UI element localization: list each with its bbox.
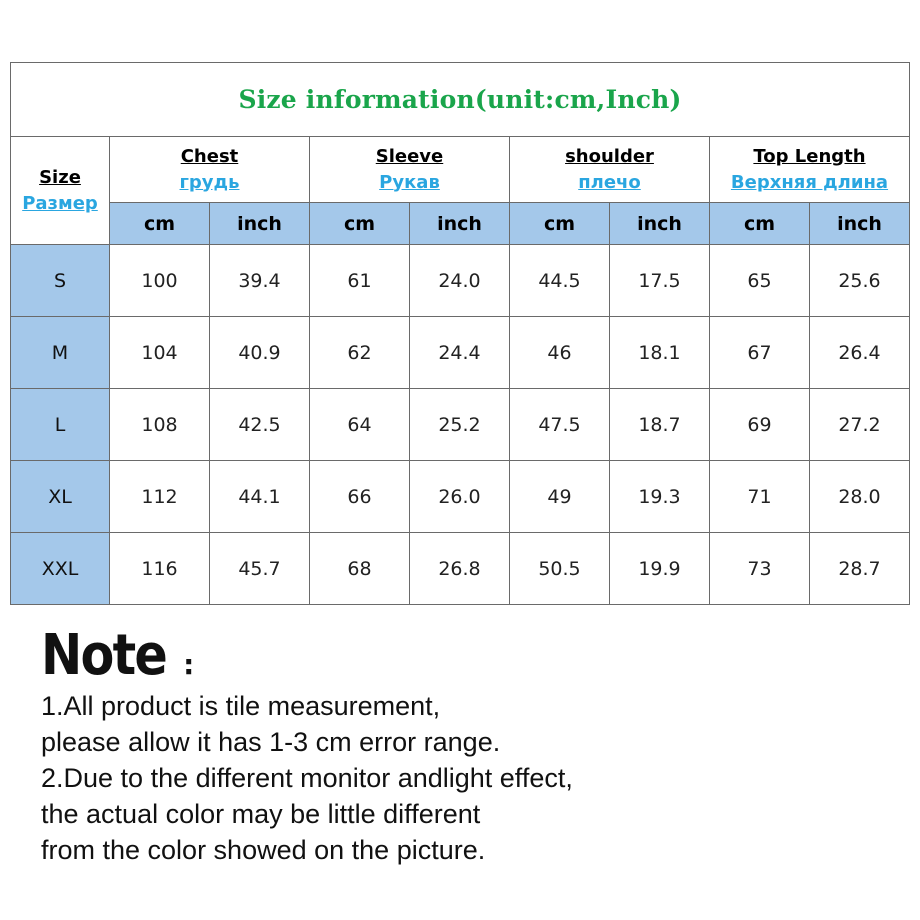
shoulder-inch-cell: 18.1 [610, 317, 710, 389]
sleeve-inch-header: inch [410, 203, 510, 245]
sleeve-cm-cell: 66 [310, 461, 410, 533]
size-label: S [11, 245, 110, 317]
top-length-inch-cell: 28.0 [810, 461, 910, 533]
shoulder-cm-header: cm [510, 203, 610, 245]
chest-header [110, 137, 310, 203]
sleeve-cm-cell: 68 [310, 533, 410, 605]
sleeve-inch-cell: 24.0 [410, 245, 510, 317]
chest-cm-cell: 104 [110, 317, 210, 389]
sleeve-cm-cell: 64 [310, 389, 410, 461]
note-line: please allow it has 1-3 cm error range. [41, 727, 501, 757]
chest-cm-cell: 108 [110, 389, 210, 461]
shoulder-inch-cell: 19.3 [610, 461, 710, 533]
note-line: 1.All product is tile measurement, [41, 691, 441, 721]
note-lines [41, 688, 573, 868]
top-length-cm-header: cm [710, 203, 810, 245]
shoulder-cm-cell: 50.5 [510, 533, 610, 605]
shoulder-inch-cell: 18.7 [610, 389, 710, 461]
note-heading [41, 623, 573, 688]
top-length-inch-header: inch [810, 203, 910, 245]
table-title: Size information(unit:cm,Inch) [11, 63, 910, 137]
shoulder-cm-cell: 46 [510, 317, 610, 389]
chest-cm-header: cm [110, 203, 210, 245]
table-row [11, 389, 910, 461]
size-label: XXL [11, 533, 110, 605]
top-length-cm-cell: 67 [710, 317, 810, 389]
shoulder-cm-cell: 44.5 [510, 245, 610, 317]
chest-inch-cell: 39.4 [210, 245, 310, 317]
top-length-header-en: Top Length [753, 145, 866, 167]
size-label: XL [11, 461, 110, 533]
size-chart-table [10, 62, 910, 605]
sleeve-cm-cell: 62 [310, 317, 410, 389]
shoulder-header-ru: плечо [578, 171, 641, 193]
sleeve-cm-header: cm [310, 203, 410, 245]
top-length-header [710, 137, 910, 203]
chest-inch-cell: 44.1 [210, 461, 310, 533]
shoulder-header-en: shoulder [565, 145, 654, 167]
shoulder-cm-cell: 47.5 [510, 389, 610, 461]
top-length-cm-cell: 71 [710, 461, 810, 533]
note-line: 2.Due to the different monitor andlight effect, [41, 763, 573, 793]
table-row [11, 461, 910, 533]
top-length-inch-cell: 28.7 [810, 533, 910, 605]
top-length-cm-cell: 69 [710, 389, 810, 461]
shoulder-inch-cell: 19.9 [610, 533, 710, 605]
top-length-inch-cell: 26.4 [810, 317, 910, 389]
table-row [11, 317, 910, 389]
top-length-cm-cell: 65 [710, 245, 810, 317]
shoulder-inch-cell: 17.5 [610, 245, 710, 317]
sleeve-inch-cell: 24.4 [410, 317, 510, 389]
size-header-ru: Размер [22, 192, 98, 214]
top-length-inch-cell: 25.6 [810, 245, 910, 317]
chest-cm-cell: 112 [110, 461, 210, 533]
note-colon: : [183, 648, 195, 681]
chest-inch-cell: 40.9 [210, 317, 310, 389]
top-length-inch-cell: 27.2 [810, 389, 910, 461]
sleeve-inch-cell: 26.8 [410, 533, 510, 605]
sleeve-header [310, 137, 510, 203]
note-line: the actual color may be little different [41, 799, 481, 829]
shoulder-cm-cell: 49 [510, 461, 610, 533]
chest-header-ru: грудь [179, 171, 240, 193]
chest-inch-cell: 45.7 [210, 533, 310, 605]
size-label: L [11, 389, 110, 461]
chest-inch-header: inch [210, 203, 310, 245]
sleeve-cm-cell: 61 [310, 245, 410, 317]
chest-inch-cell: 42.5 [210, 389, 310, 461]
table-row [11, 245, 910, 317]
top-length-cm-cell: 73 [710, 533, 810, 605]
chest-cm-cell: 116 [110, 533, 210, 605]
shoulder-inch-header: inch [610, 203, 710, 245]
chest-header-en: Chest [180, 145, 239, 167]
table-row [11, 533, 910, 605]
shoulder-header [510, 137, 710, 203]
sleeve-inch-cell: 25.2 [410, 389, 510, 461]
sleeve-header-en: Sleeve [375, 145, 444, 167]
note-line: from the color showed on the picture. [41, 835, 486, 865]
sleeve-header-ru: Рукав [379, 171, 440, 193]
size-label: M [11, 317, 110, 389]
chest-cm-cell: 100 [110, 245, 210, 317]
size-header [11, 137, 110, 245]
sleeve-inch-cell: 26.0 [410, 461, 510, 533]
top-length-header-ru: Верхняя длина [730, 171, 889, 193]
note-section [41, 623, 573, 868]
size-header-en: Size [39, 166, 81, 188]
note-title: Note [41, 623, 167, 688]
